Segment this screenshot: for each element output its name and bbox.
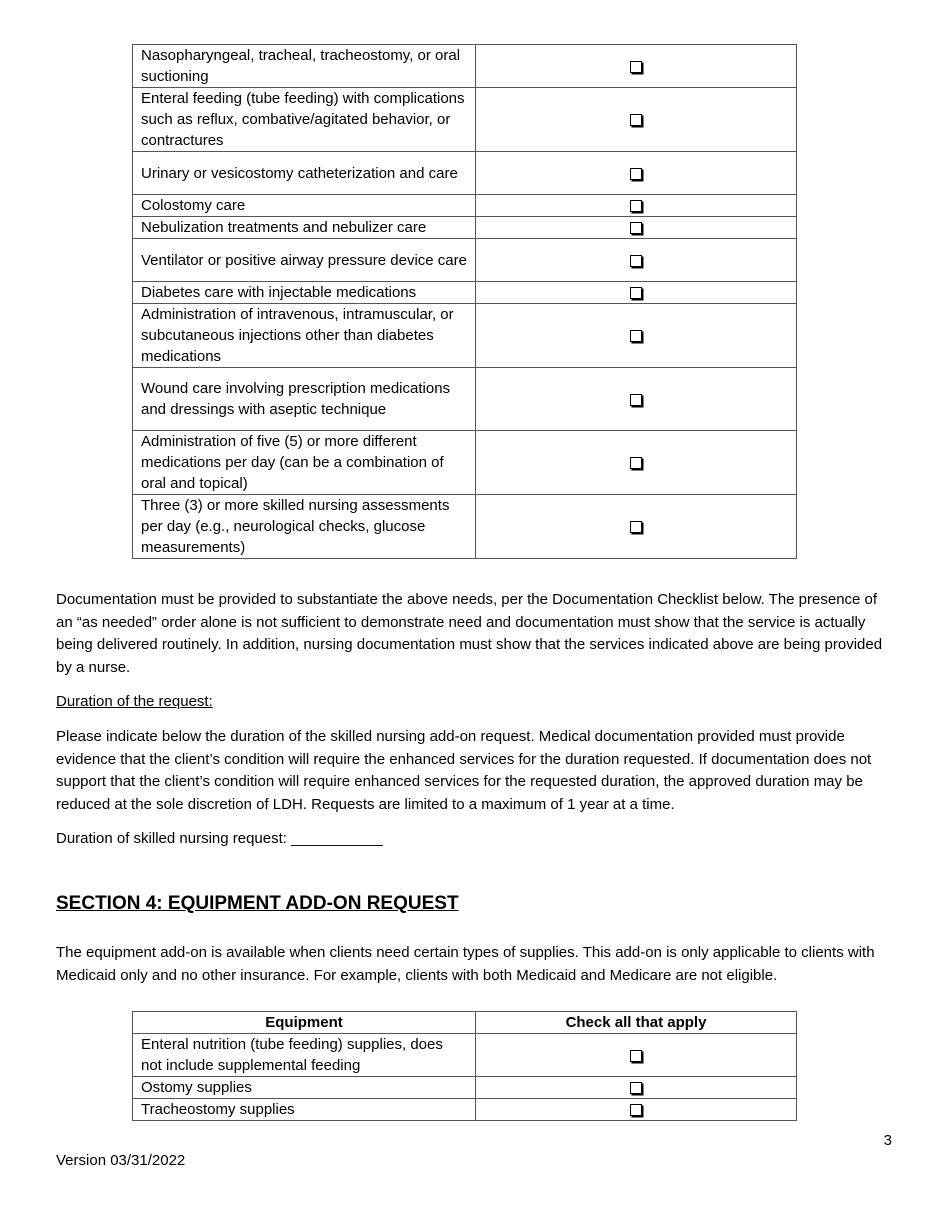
task-label: Administration of five (5) or more different medications per day (can be a combination of oral and topical) — [133, 431, 476, 495]
duration-heading: Duration of the request: — [56, 693, 213, 710]
table-row — [133, 239, 797, 282]
task-checkbox[interactable] — [476, 195, 797, 217]
page-number: 3 — [883, 1132, 892, 1149]
duration-field[interactable]: Duration of skilled nursing request: ___________ — [56, 830, 383, 847]
checkbox-icon — [630, 1050, 642, 1062]
task-label: Urinary or vesicostomy catheterization and care — [133, 152, 476, 195]
task-label: Colostomy care — [133, 195, 476, 217]
section-4-intro: The equipment add-on is available when clients need certain types of supplies. This add-on is only applicable to clients with Medicaid only and no other insurance. For example, clients with both Medicaid and Medicare are not eligible. — [56, 944, 875, 984]
equipment-column-header: Equipment — [133, 1012, 476, 1034]
checkbox-icon — [630, 457, 642, 469]
task-checkbox[interactable] — [476, 431, 797, 495]
table-header-row — [133, 1012, 797, 1034]
table-row — [133, 195, 797, 217]
checkbox-icon — [630, 200, 642, 212]
task-label: Wound care involving prescription medications and dressings with aseptic technique — [133, 368, 476, 431]
checkbox-icon — [630, 1104, 642, 1116]
equipment-label: Ostomy supplies — [133, 1077, 476, 1099]
task-checkbox[interactable] — [476, 239, 797, 282]
checkbox-icon — [630, 255, 642, 267]
checkbox-icon — [630, 168, 642, 180]
table-row — [133, 495, 797, 559]
equipment-checkbox[interactable] — [476, 1034, 797, 1077]
table-row — [133, 45, 797, 88]
check-column-header: Check all that apply — [476, 1012, 797, 1034]
checkbox-icon — [630, 394, 642, 406]
task-checkbox[interactable] — [476, 88, 797, 152]
task-checkbox[interactable] — [476, 368, 797, 431]
section-4-title: SECTION 4: EQUIPMENT ADD-ON REQUEST — [56, 893, 459, 914]
task-checkbox[interactable] — [476, 217, 797, 239]
task-checkbox[interactable] — [476, 45, 797, 88]
task-checkbox[interactable] — [476, 304, 797, 368]
task-label: Administration of intravenous, intramuscular, or subcutaneous injections other than diabetes medications — [133, 304, 476, 368]
table-row — [133, 217, 797, 239]
checkbox-icon — [630, 330, 642, 342]
checkbox-icon — [630, 222, 642, 234]
task-checkbox[interactable] — [476, 282, 797, 304]
equipment-label: Tracheostomy supplies — [133, 1099, 476, 1121]
table-row — [133, 1077, 797, 1099]
checkbox-icon — [630, 287, 642, 299]
equipment-checkbox[interactable] — [476, 1077, 797, 1099]
checkbox-icon — [630, 61, 642, 73]
skilled-nursing-table — [132, 44, 797, 559]
task-label: Ventilator or positive airway pressure device care — [133, 239, 476, 282]
task-label: Nasopharyngeal, tracheal, tracheostomy, or oral suctioning — [133, 45, 476, 88]
equipment-table — [132, 1011, 797, 1121]
table-row — [133, 431, 797, 495]
equipment-label: Enteral nutrition (tube feeding) supplies, does not include supplemental feeding — [133, 1034, 476, 1077]
table-row — [133, 282, 797, 304]
table-row — [133, 88, 797, 152]
task-label: Three (3) or more skilled nursing assessments per day (e.g., neurological checks, glucose measurements) — [133, 495, 476, 559]
task-checkbox[interactable] — [476, 495, 797, 559]
checkbox-icon — [630, 1082, 642, 1094]
checkbox-icon — [630, 114, 642, 126]
duration-paragraph: Please indicate below the duration of the skilled nursing add-on request. Medical documentation provided must provide evidence that the client’s condition will require the enhanced services for the duration requested. If documentation does not support that the client’s condition will require enhanced services for the requested duration, the approved duration may be reduced at the sole discretion of LDH. Requests are limited to a maximum of 1 year at a time. — [56, 728, 872, 813]
table-row — [133, 368, 797, 431]
table-row — [133, 1034, 797, 1077]
task-label: Nebulization treatments and nebulizer care — [133, 217, 476, 239]
task-label: Enteral feeding (tube feeding) with complications such as reflux, combative/agitated behavior, or contractures — [133, 88, 476, 152]
table-row — [133, 1099, 797, 1121]
table-row — [133, 304, 797, 368]
checkbox-icon — [630, 521, 642, 533]
task-checkbox[interactable] — [476, 152, 797, 195]
task-label: Diabetes care with injectable medications — [133, 282, 476, 304]
version-label: Version 03/31/2022 — [56, 1152, 186, 1169]
table-row — [133, 152, 797, 195]
documentation-paragraph: Documentation must be provided to substantiate the above needs, per the Documentation Checklist below. The presence of an “as needed” order alone is not sufficient to demonstrate need and documentation must show that the service is actually being delivered routinely. In addition, nursing documentation must show that the services indicated above are being provided by a nurse. — [56, 591, 883, 676]
equipment-checkbox[interactable] — [476, 1099, 797, 1121]
